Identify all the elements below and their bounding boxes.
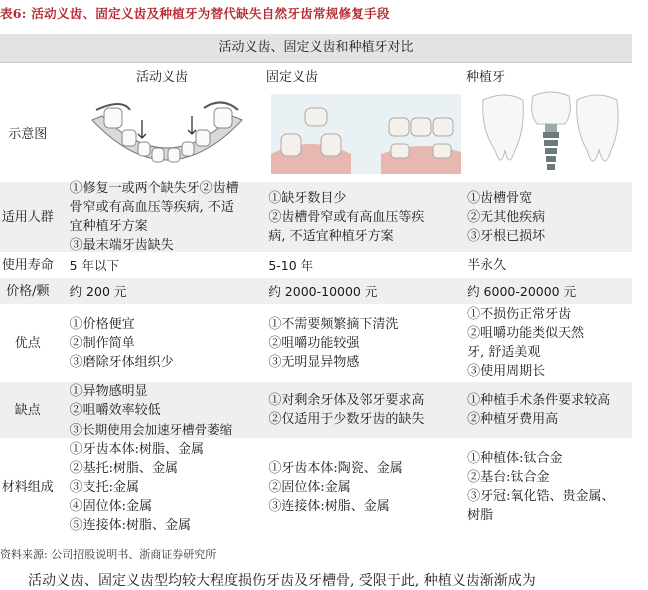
row-label: 价格/颗 <box>6 283 50 299</box>
cell-line: ②咀嚼功能类似天然 <box>467 326 585 341</box>
row-label: 适用人群 <box>1 209 54 225</box>
table-row-lifespan <box>0 252 632 277</box>
cell-line: ①不损伤正常牙齿 <box>467 307 572 322</box>
cell-line: ②仅适用于少数牙齿的缺失 <box>268 412 425 427</box>
comparison-table <box>0 34 632 535</box>
cell-line: ②制作简单 <box>69 335 135 351</box>
cell-line: ③无明显异物感 <box>268 354 360 370</box>
cell-line: ①缺牙数目少 <box>268 190 347 206</box>
cell-line: ④固位体:金属 <box>69 498 152 514</box>
cell-line: ③牙根已损坏 <box>467 228 546 244</box>
cell-line: ①不需要频繁摘下清洗 <box>268 316 399 332</box>
cell <box>66 182 265 252</box>
table-row-applicable-group <box>0 181 632 252</box>
row-label: 优点 <box>14 335 41 351</box>
cell <box>264 439 463 535</box>
row-label: 缺点 <box>14 402 41 418</box>
cell <box>66 382 265 438</box>
table-caption: 表6: 活动义齿、固定义齿及种植牙为替代缺失自然牙齿常规修复手段 <box>0 6 390 21</box>
cell-line: ①牙齿本体:陶瓷、金属 <box>268 460 403 476</box>
cell: 约 6000-20000 元 <box>467 283 577 299</box>
cell-line: ①对剩余牙体及邻牙要求高 <box>268 393 425 408</box>
cell-line: ⑤连接体:树脂、金属 <box>69 517 191 533</box>
table-row-diagram <box>0 87 632 181</box>
cell: 约 200 元 <box>69 283 127 299</box>
cell-line: ③磨除牙体组织少 <box>69 354 174 370</box>
cell: 约 2000-10000 元 <box>268 283 378 299</box>
cell-line: ②无其他疾病 <box>467 209 546 225</box>
cell-line: ③最末端牙齿缺失 <box>69 238 174 253</box>
cell-line: ②种植牙费用高 <box>467 412 559 427</box>
cell-line: 树脂 <box>467 508 494 523</box>
cell: 半永久 <box>467 257 507 273</box>
cell-line: ②咀嚼效率较低 <box>69 402 161 418</box>
table-header-row <box>0 63 632 87</box>
cell-line: 病, 不适宜种植牙方案 <box>268 228 394 244</box>
row-label: 使用寿命 <box>1 257 54 273</box>
row-label: 示意图 <box>8 126 48 142</box>
source-note: 资料来源: 公司招股说明书、浙商证券研究所 <box>0 548 217 561</box>
cell <box>264 382 463 438</box>
table-row-price <box>0 277 632 304</box>
table-title: 活动义齿、固定义齿和种植牙对比 <box>0 34 632 63</box>
cell-line: ③使用周期长 <box>467 364 546 379</box>
header-fixed-denture: 固定义齿 <box>266 69 319 85</box>
cell-line: ②固位体:金属 <box>268 479 351 495</box>
cell-line: ①异物感明显 <box>69 383 148 399</box>
cell-line: ③长期使用会加速牙槽骨萎缩 <box>69 421 233 437</box>
cell <box>264 182 463 252</box>
cell-line: 宜种植牙方案 <box>69 219 148 234</box>
removable-denture-illustration <box>66 87 265 181</box>
cell <box>66 439 265 535</box>
cell-line: ①牙齿本体:树脂、金属 <box>69 441 204 457</box>
cell-line: ②咀嚼功能较强 <box>268 335 360 351</box>
cell <box>463 305 632 381</box>
header-implant: 种植牙 <box>466 69 506 85</box>
cell-line: ①种植体:钛合金 <box>467 451 563 466</box>
cell <box>463 382 632 438</box>
cell-line: ②基台:钛合金 <box>467 470 550 485</box>
cell-line: ③连接体:树脂、金属 <box>268 498 390 514</box>
row-label: 材料组成 <box>1 479 54 495</box>
header-removable-denture: 活动义齿 <box>136 69 189 85</box>
cell-line: ②齿槽骨窄或有高血压等疾 <box>268 209 425 225</box>
cell-line: ③牙冠:氧化锆、贵金属、 <box>467 489 615 504</box>
cell <box>463 182 632 252</box>
cell <box>264 305 463 381</box>
cell: 5 年以下 <box>69 257 120 273</box>
cell-line: ③支托:金属 <box>69 479 139 495</box>
body-paragraph: 活动义齿、固定义齿型均较大程度损伤牙齿及牙槽骨, 受限于此, 种植义齿渐渐成为 <box>28 573 536 589</box>
cell-line: ②基托:树脂、金属 <box>69 460 178 476</box>
cell <box>463 439 632 535</box>
cell-line: ①修复一或两个缺失牙②齿槽 <box>69 181 239 196</box>
table-row-disadvantages <box>0 381 632 438</box>
cell <box>66 305 265 381</box>
table-row-materials <box>0 438 632 535</box>
fixed-denture-illustration <box>264 87 463 181</box>
table-row-advantages <box>0 304 632 381</box>
implant-illustration <box>463 87 632 181</box>
cell-line: 骨窄或有高血压等疾病, 不适 <box>69 200 234 215</box>
cell-line: ①种植手术条件要求较高 <box>467 393 611 408</box>
cell-line: ①齿槽骨宽 <box>467 190 533 206</box>
cell-line: 牙, 舒适美观 <box>467 345 541 360</box>
cell-line: ①价格便宜 <box>69 316 135 332</box>
cell: 5-10 年 <box>268 257 314 273</box>
